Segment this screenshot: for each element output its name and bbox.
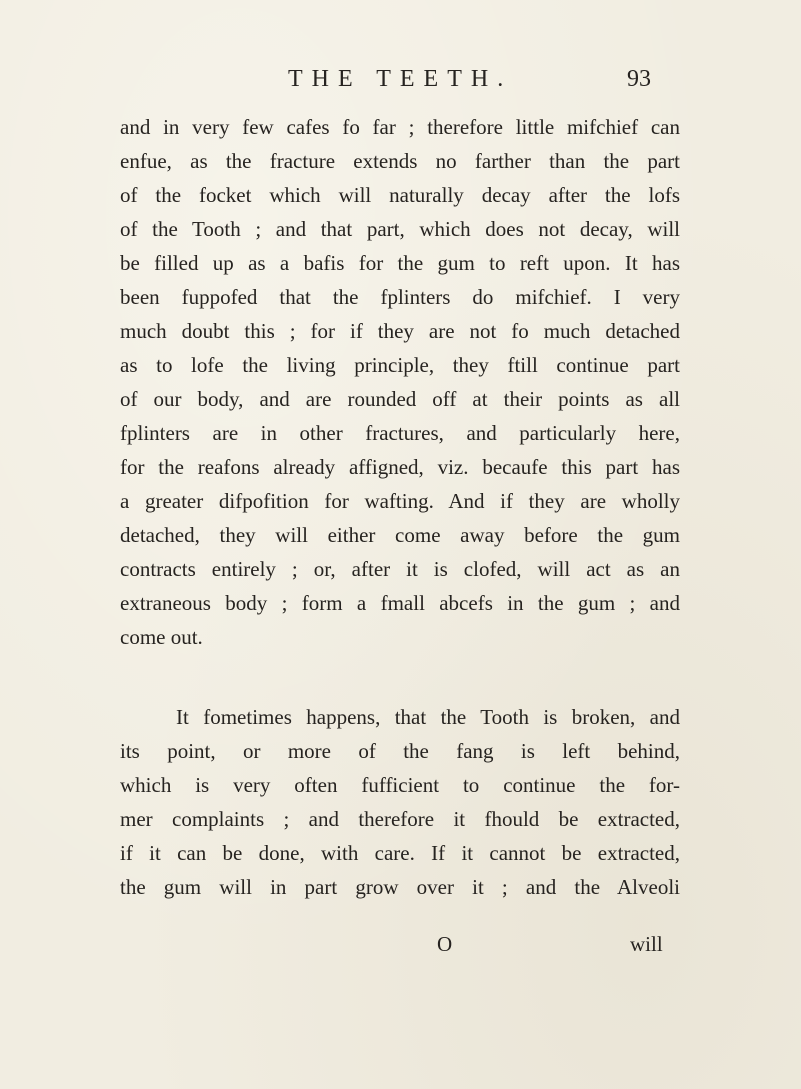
running-title: THE TEETH. <box>288 66 513 92</box>
text-line: come out. <box>120 625 203 649</box>
catchword: will <box>630 932 663 956</box>
text-line: It fometimes happens, that the Tooth is broken, and <box>176 705 680 729</box>
page-number: 93 <box>627 66 651 92</box>
text-line: as to lofe the living principle, they ftill continue part <box>120 353 680 377</box>
text-line: its point, or more of the fang is left behind, <box>120 739 680 763</box>
text-line: and in very few cafes fo far ; therefore little mifchief can <box>120 115 680 139</box>
paragraph-1 <box>120 110 680 654</box>
text-line: extraneous body ; form a fmall abcefs in the gum ; and <box>120 591 680 615</box>
text-line: for the reafons already affigned, viz. becaufe this part has <box>120 455 680 479</box>
text-line: of the Tooth ; and that part, which does not decay, will <box>120 217 680 241</box>
text-line: contracts entirely ; or, after it is clofed, will act as an <box>120 557 680 581</box>
text-line: fplinters are in other fractures, and particularly here, <box>120 421 680 445</box>
text-line: much doubt this ; for if they are not fo much detached <box>120 319 680 343</box>
text-line: of our body, and are rounded off at their points as all <box>120 387 680 411</box>
text-line: mer complaints ; and therefore it fhould be extracted, <box>120 807 680 831</box>
catchline <box>0 927 801 961</box>
text-line: of the focket which will naturally decay after the lofs <box>120 183 680 207</box>
text-line: be filled up as a bafis for the gum to reft upon. It has <box>120 251 680 275</box>
text-line: which is very often fufficient to continue the for- <box>120 773 680 797</box>
text-line: the gum will in part grow over it ; and the Alveoli <box>120 875 680 899</box>
text-line: detached, they will either come away before the gum <box>120 523 680 547</box>
text-line: been fuppofed that the fplinters do mifchief. I very <box>120 285 680 309</box>
running-head <box>0 62 801 96</box>
paragraph-gap <box>120 654 680 700</box>
text-line: enfue, as the fracture extends no farther than the part <box>120 149 680 173</box>
paragraph-2 <box>120 700 680 904</box>
text-line: if it can be done, with care. If it cannot be extracted, <box>120 841 680 865</box>
body-text <box>120 110 680 904</box>
text-line: a greater difpofition for wafting. And if they are wholly <box>120 489 680 513</box>
signature-mark: O <box>437 932 453 956</box>
